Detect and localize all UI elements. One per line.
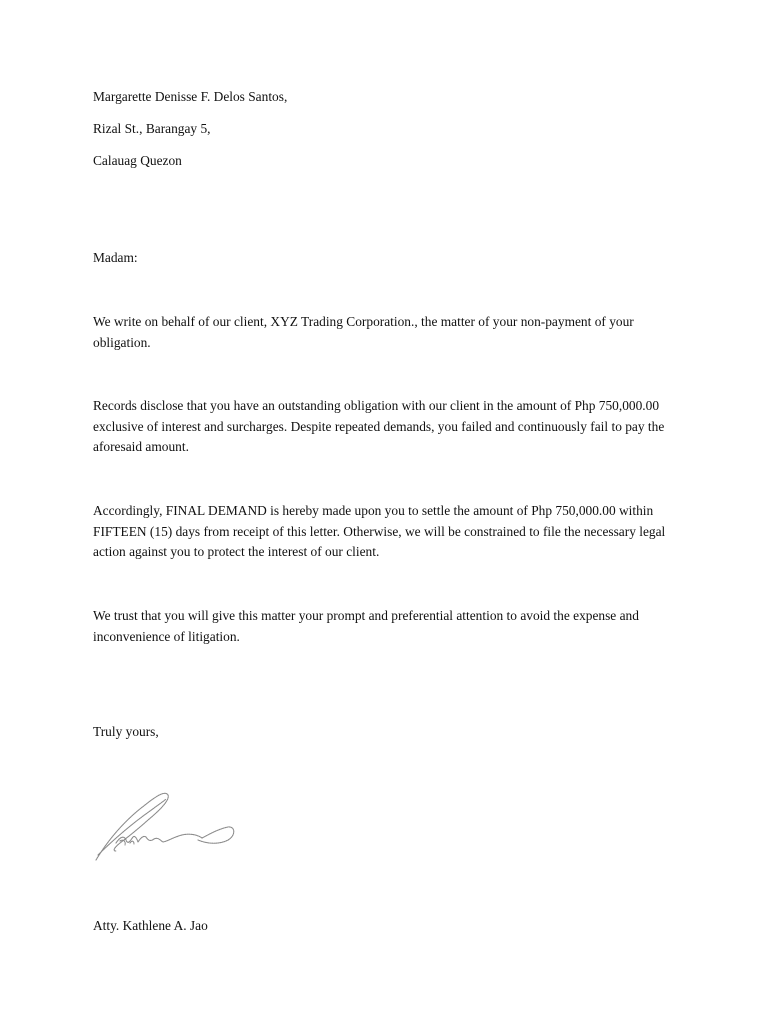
signatory-name: Atty. Kathlene A. Jao bbox=[93, 918, 208, 933]
closing: Truly yours, bbox=[93, 724, 159, 739]
body-paragraph-2: Records disclose that you have an outstanding obligation with our client in the amount of Php 750,000.00 exclusive of interest and surcharges. Despite repeated demands, you failed and continuously fail to pay the aforesaid amount. bbox=[93, 398, 665, 454]
recipient-name: Margarette Denisse F. Delos Santos, bbox=[93, 89, 288, 104]
salutation: Madam: bbox=[93, 250, 138, 265]
body-paragraph-1: We write on behalf of our client, XYZ Trading Corporation., the matter of your non-payment of your obligation. bbox=[93, 314, 634, 350]
body-paragraph-3: Accordingly, FINAL DEMAND is hereby made upon you to settle the amount of Php 750,000.00 within FIFTEEN (15) days from receipt of this letter. Otherwise, we will be constrained to file the necessary legal action against you to protect the interest of our client. bbox=[93, 503, 666, 559]
recipient-street: Rizal St., Barangay 5, bbox=[93, 121, 211, 136]
signature-image bbox=[90, 785, 238, 865]
recipient-city: Calauag Quezon bbox=[93, 153, 182, 168]
body-paragraph-4: We trust that you will give this matter your prompt and preferential attention to avoid the expense and inconvenience of litigation. bbox=[93, 608, 639, 644]
